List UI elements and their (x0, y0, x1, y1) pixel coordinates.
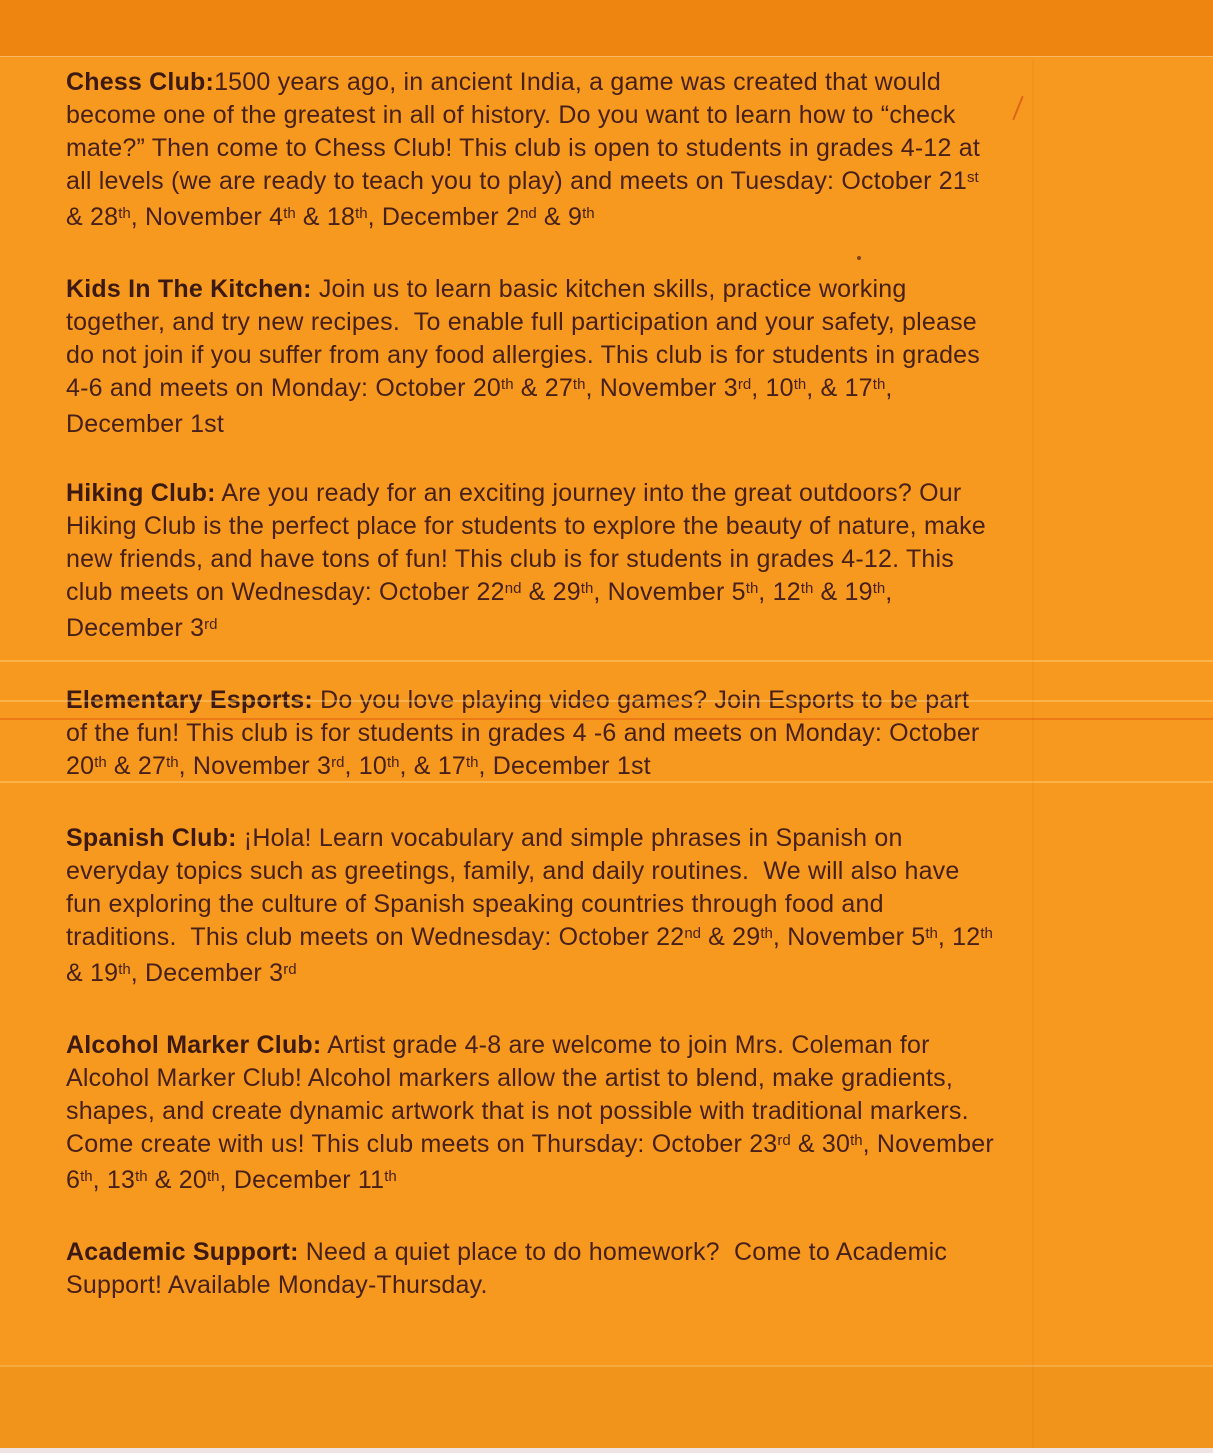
club-section-esports (66, 684, 996, 786)
club-title-chess: Chess Club: (66, 68, 215, 96)
club-list (66, 66, 1002, 1302)
club-body-academic-support: Need a quiet place to do homework? Come to Academic Support! Available Monday-Thursday. (66, 1238, 955, 1299)
scan-scratch-mark (1012, 96, 1024, 121)
club-body-kids-kitchen: Join us to learn basic kitchen skills, practice working together, and try new recipes. To enable full participation and your safety, please do not join if you suffer from any food allergies. This club is for students in grades 4-6 and meets on Monday: October 20th & 27th, November 3rd, 10th, & 17th, December 1st (66, 275, 988, 438)
club-body-spanish: ¡Hola! Learn vocabulary and simple phrases in Spanish on everyday topics such as greetings, family, and daily routines. We will also have fun exploring the culture of Spanish speaking countries through food and traditions. This club meets on Wednesday: October 22nd & 29th, November 5th, 12th & 19th, December 3rd (66, 824, 1001, 987)
club-title-alcohol-marker: Alcohol Marker Club: (66, 1031, 322, 1059)
club-title-esports: Elementary Esports: (66, 686, 313, 714)
club-title-spanish: Spanish Club: (66, 824, 237, 852)
club-section-spanish (66, 822, 1001, 993)
scan-bottom-edge (0, 1448, 1213, 1453)
club-body-esports: Do you love playing video games? Join Esports to be part of the fun! This club is for students in grades 4 -6 and meets on Monday: October 20th & 27th, November 3rd, 10th, & 17th, December 1st (66, 686, 987, 780)
club-section-alcohol-marker (66, 1029, 1002, 1200)
scan-top-band (0, 0, 1213, 57)
scan-vertical-crease (1032, 60, 1034, 1453)
club-section-hiking (66, 477, 996, 648)
club-body-chess: 1500 years ago, in ancient India, a game was created that would become one of the greatest in all of history. Do you want to learn how to “check mate?” Then come to Chess Club! This club is open to students in grades 4-12 at all levels (we are ready to teach you to play) and meets on Tuesday: October 21st & 28th, November 4th & 18th, December 2nd & 9th (66, 68, 988, 231)
club-title-kids-kitchen: Kids In The Kitchen: (66, 275, 312, 303)
club-section-chess (66, 66, 996, 237)
club-section-academic-support (66, 1236, 996, 1302)
club-section-kids-kitchen (66, 273, 996, 441)
scan-line-artifact (0, 1365, 1213, 1367)
club-body-alcohol-marker: Artist grade 4-8 are welcome to join Mrs. Coleman for Alcohol Marker Club! Alcohol markers allow the artist to blend, make gradients, shapes, and create dynamic artwork that is not possible with traditional markers. Come create with us! This club meets on Thursday: October 23rd & 30th, November 6th, 13th & 20th, December 11th (66, 1031, 1002, 1194)
club-title-academic-support: Academic Support: (66, 1238, 299, 1266)
club-title-hiking: Hiking Club: (66, 479, 216, 507)
scan-bottom-shade (0, 1365, 1213, 1453)
club-body-hiking: Are you ready for an exciting journey into the great outdoors? Our Hiking Club is the perfect place for students to explore the beauty of nature, make new friends, and have tons of fun! This club is for students in grades 4-12. This club meets on Wednesday: October 22nd & 29th, November 5th, 12th & 19th, December 3rd (66, 479, 994, 642)
